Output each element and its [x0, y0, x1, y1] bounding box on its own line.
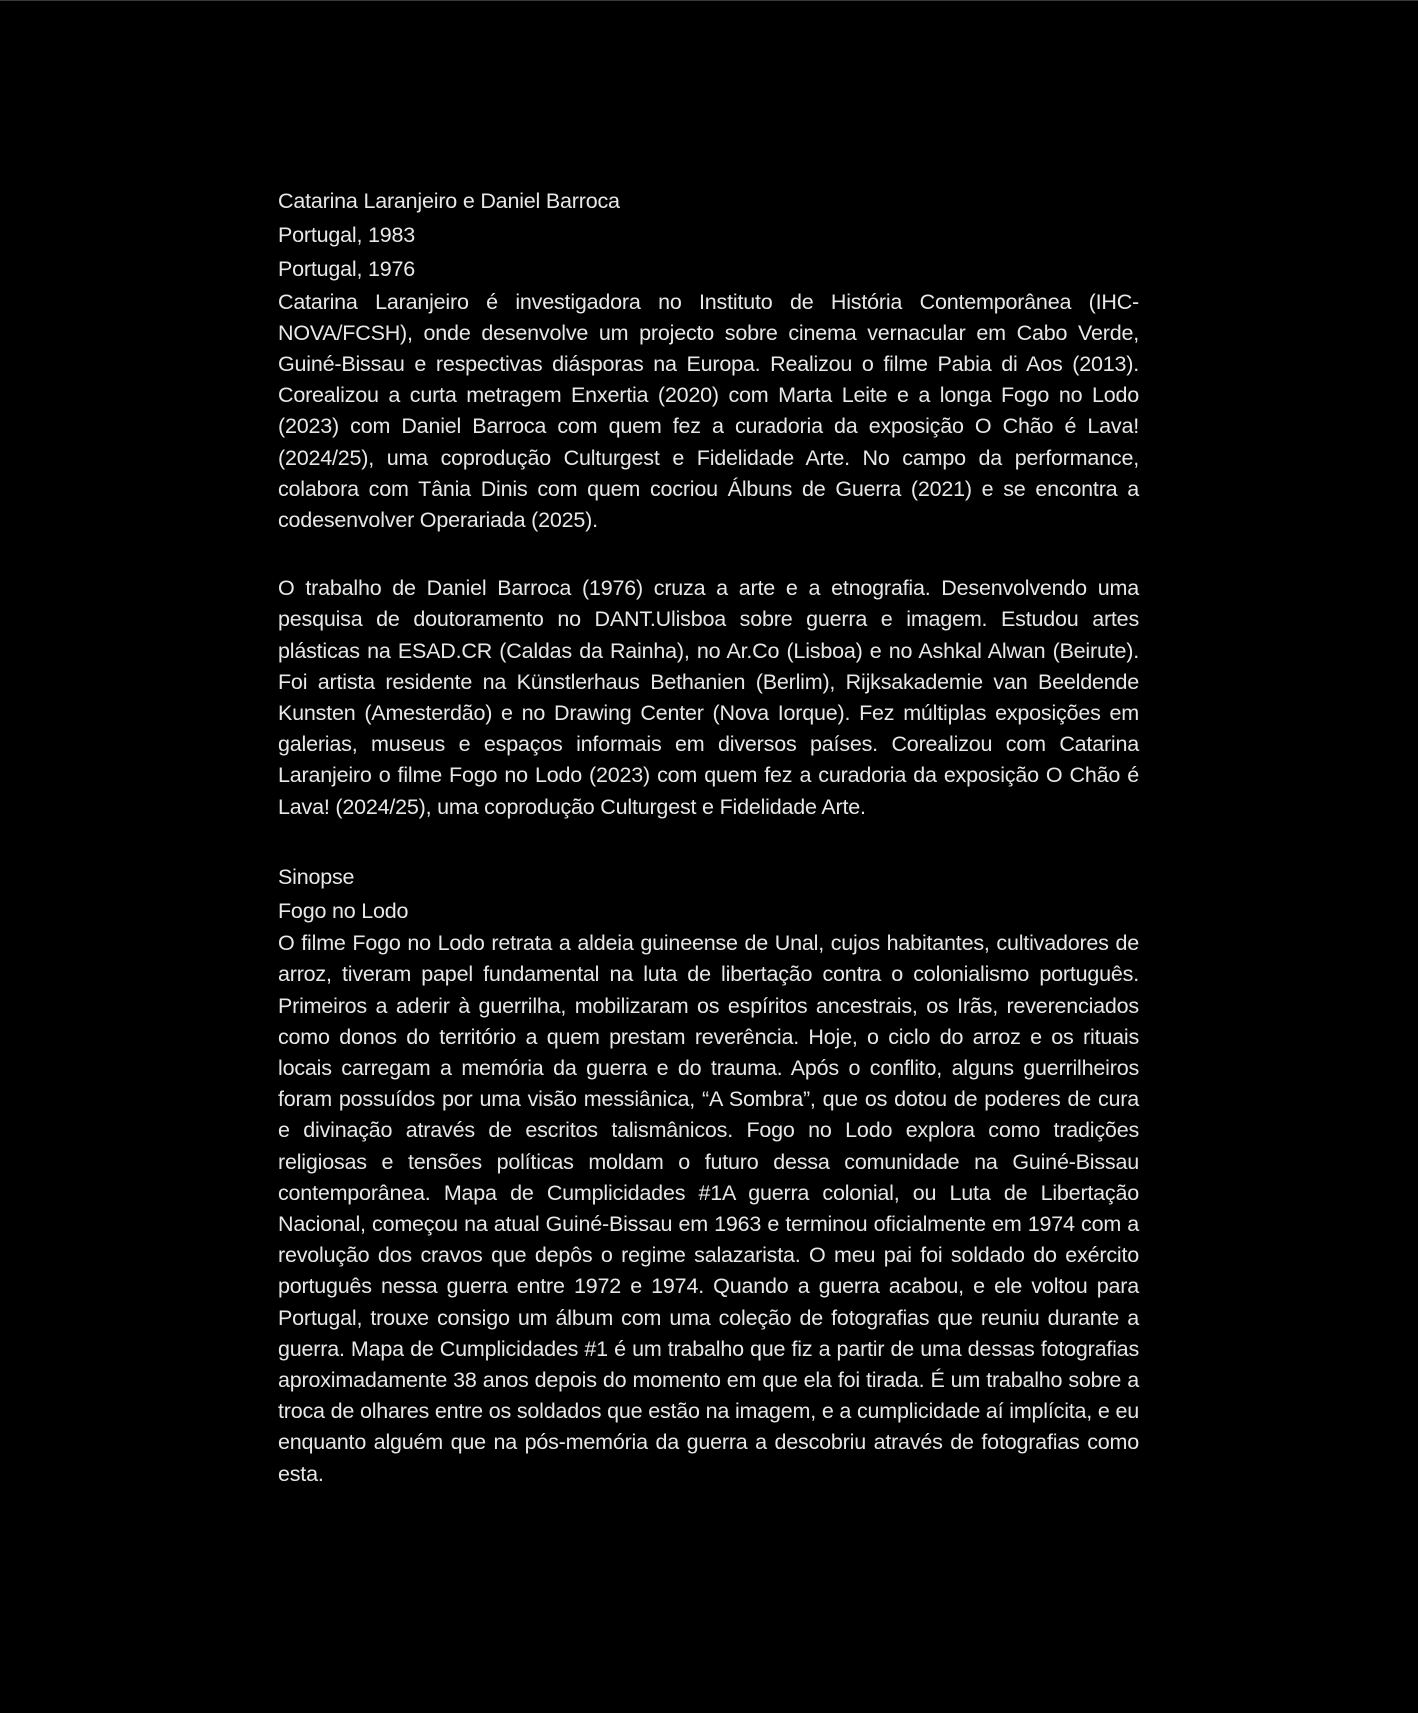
top-divider — [0, 0, 1418, 1]
origin-line-2: Portugal, 1976 — [278, 257, 416, 282]
film-title: Fogo no Lodo — [278, 899, 409, 923]
paragraph-spacer — [278, 536, 1139, 573]
synopsis-text: O filme Fogo no Lodo retrata a aldeia guineense de Unal, cujos habitantes, cultivadores de arroz, tiveram papel fundamental na luta de libertação contra o colonialismo português. Primeiros a aderir à guerrilha, mobilizaram os espíritos ancestrais, os Irãs, reverenciados como donos do território a quem prestam reverência. Hoje, o ciclo do arroz e os rituais locais carregam a memória da guerra e do trauma. Após o conflito, alguns guerrilheiros foram possuídos por uma visão messiânica, “A Sombra”, que os dotou de poderes de cura e divinação através de escritos talismânicos. Fogo no Lodo explora como tradições religiosas e tensões políticas moldam o futuro dessa comunidade na Guiné-Bissau contemporânea. Mapa de Cumplicidades #1A guerra colonial, ou Luta de Libertação Nacional, começou na atual Guiné-Bissau em 1963 e terminou oficialmente em 1974 com a revolução dos cravos que depôs o regime salazarista. O meu pai foi soldado do exército português nessa guerra entre 1972 e 1974. Quando a guerra acabou, e ele voltou para Portugal, trouxe consigo um álbum com uma coleção de fotografias que reuniu durante a guerra. Mapa de Cumplicidades #1 é um trabalho que fiz a partir de uma dessas fotografias aproximadamente 38 anos depois do momento em que ela foi tirada. É um trabalho sobre a troca de olhares entre os soldados que estão na imagem, e a cumplicidade aí implícita, e eu enquanto alguém que na pós-memória da guerra a descobriu através de fotografias como esta. — [278, 931, 1139, 1486]
bio-catarina: Catarina Laranjeiro é investigadora no Instituto de História Contemporânea (IHC-NOVA/FCSH), onde desenvolve um projecto sobre cinema vernacular em Cabo Verde, Guiné-Bissau e respectivas diásporas na Europa. Realizou o filme Pabia di Aos (2013). Corealizou a curta metragem Enxertia (2020) com Marta Leite e a longa Fogo no Lodo (2023) com Daniel Barroca com quem fez a curadoria da exposição O Chão é Lava! (2024/25), uma coprodução Culturgest e Fidelidade Arte. No campo da performance, colabora com Tânia Dinis com quem cocriou Álbuns de Guerra (2021) e se encontra a codesenvolver Operariada (2025). — [278, 289, 1139, 532]
document-page — [278, 184, 1139, 1490]
origin-line-1: Portugal, 1983 — [278, 223, 416, 248]
authors-line: Catarina Laranjeiro e Daniel Barroca — [278, 189, 620, 213]
synopsis-heading: Sinopse — [278, 864, 355, 889]
paragraph-spacer — [278, 823, 1139, 860]
bio-daniel: O trabalho de Daniel Barroca (1976) cruza a arte e a etnografia. Desenvolvendo uma pesquisa de doutoramento no DANT.Ulisboa sobre guerra e imagem. Estudou artes plásticas na ESAD.CR (Caldas da Rainha), no Ar.Co (Lisboa) e no Ashkal Alwan (Beirute). Foi artista residente na Künstlerhaus Bethanien (Berlim), Rijksakademie van Beeldende Kunsten (Amesterdão) e no Drawing Center (Nova Iorque). Fez múltiplas exposições em galerias, museus e espaços informais em diversos países. Corealizou com Catarina Laranjeiro o filme Fogo no Lodo (2023) com quem fez a curadoria da exposição O Chão é Lava! (2024/25), uma coprodução Culturgest e Fidelidade Arte. — [278, 576, 1139, 819]
